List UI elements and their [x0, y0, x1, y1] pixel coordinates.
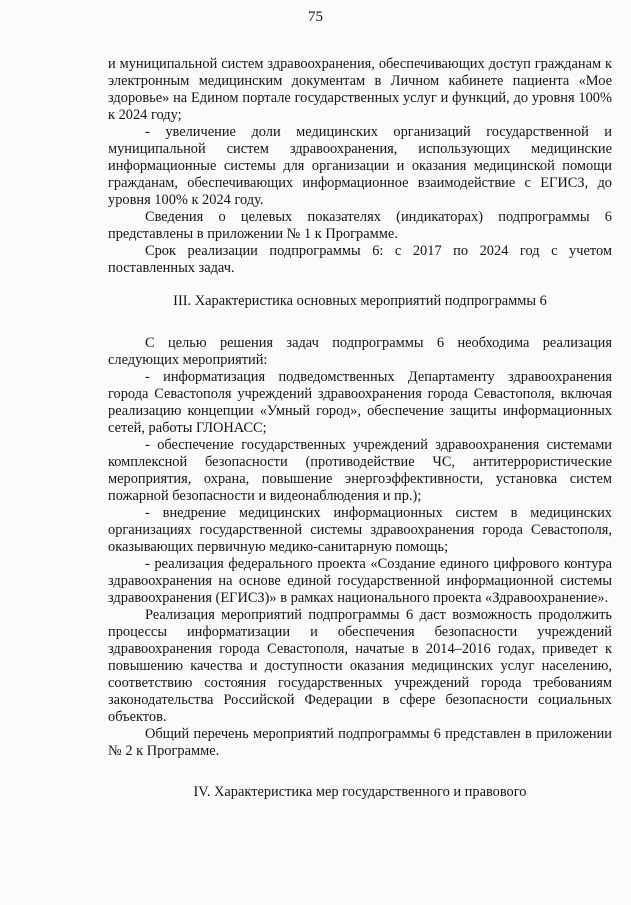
paragraph: Реализация мероприятий подпрограммы 6 даст возможность продолжить процессы информатизации и обеспечения безопасности учреждений здравоохранения города Севастополя, начатые в 2014–2016 годах, приведет к повышению качества и доступности оказания медицинских услуг населению, соответствию состояния государственных учреждений города требованиям законодательства Российской Федерации в сфере безопасности социальных объектов. — [108, 607, 612, 725]
section-heading: IV. Характеристика мер государственного и правового — [193, 784, 527, 800]
paragraph: Сведения о целевых показателях (индикаторах) подпрограммы 6 представлены в приложении № 1 к Программе. — [108, 209, 612, 242]
list-item: - реализация федерального проекта «Создание единого цифрового контура здравоохранения на основе единой государственной информационной системы здравоохранения (ЕГИСЗ)» в рамках национального проекта «Здравоохранение». — [108, 556, 612, 606]
paragraph: Срок реализации подпрограммы 6: с 2017 по 2024 год с учетом поставленных задач. — [108, 243, 612, 276]
page-number: 75 — [308, 9, 323, 25]
paragraph: и муниципальной систем здравоохранения, обеспечивающих доступ гражданам к электронным медицинским документам в Личном кабинете пациента «Мое здоровье» на Едином портале государственных услуг и функций, до уровня 100% к 2024 году; — [108, 56, 612, 123]
paragraph: - увеличение доли медицинских организаций государственной и муниципальной систем здравоохранения, использующих медицинские информационные системы для организации и оказания медицинской помощи гражданам, обеспечивающих информационное взаимодействие с ЕГИСЗ, до уровня 100% к 2024 году. — [108, 124, 612, 208]
list-item: - внедрение медицинских информационных систем в медицинских организациях государственной системы здравоохранения города Севастополя, оказывающих первичную медико-санитарную помощь; — [108, 505, 612, 555]
list-item: - обеспечение государственных учреждений здравоохранения системами комплексной безопасности (противодействие ЧС, антитеррористические мероприятия, охрана, повышение энергоэффективности, установка систем пожарной безопасности и видеонаблюдения и пр.); — [108, 437, 612, 504]
paragraph: С целью решения задач подпрограммы 6 необходима реализация следующих мероприятий: — [108, 335, 612, 368]
paragraph: Общий перечень мероприятий подпрограммы 6 представлен в приложении № 2 к Программе. — [108, 726, 612, 759]
list-item: - информатизация подведомственных Департаменту здравоохранения города Севастополя учреждений здравоохранения города Севастополя, включая реализацию концепции «Умный город», обеспечение защиты информационных сетей, работы ГЛОНАСС; — [108, 369, 612, 436]
section-heading: III. Характеристика основных мероприятий подпрограммы 6 — [173, 293, 547, 309]
document-body — [108, 56, 612, 801]
